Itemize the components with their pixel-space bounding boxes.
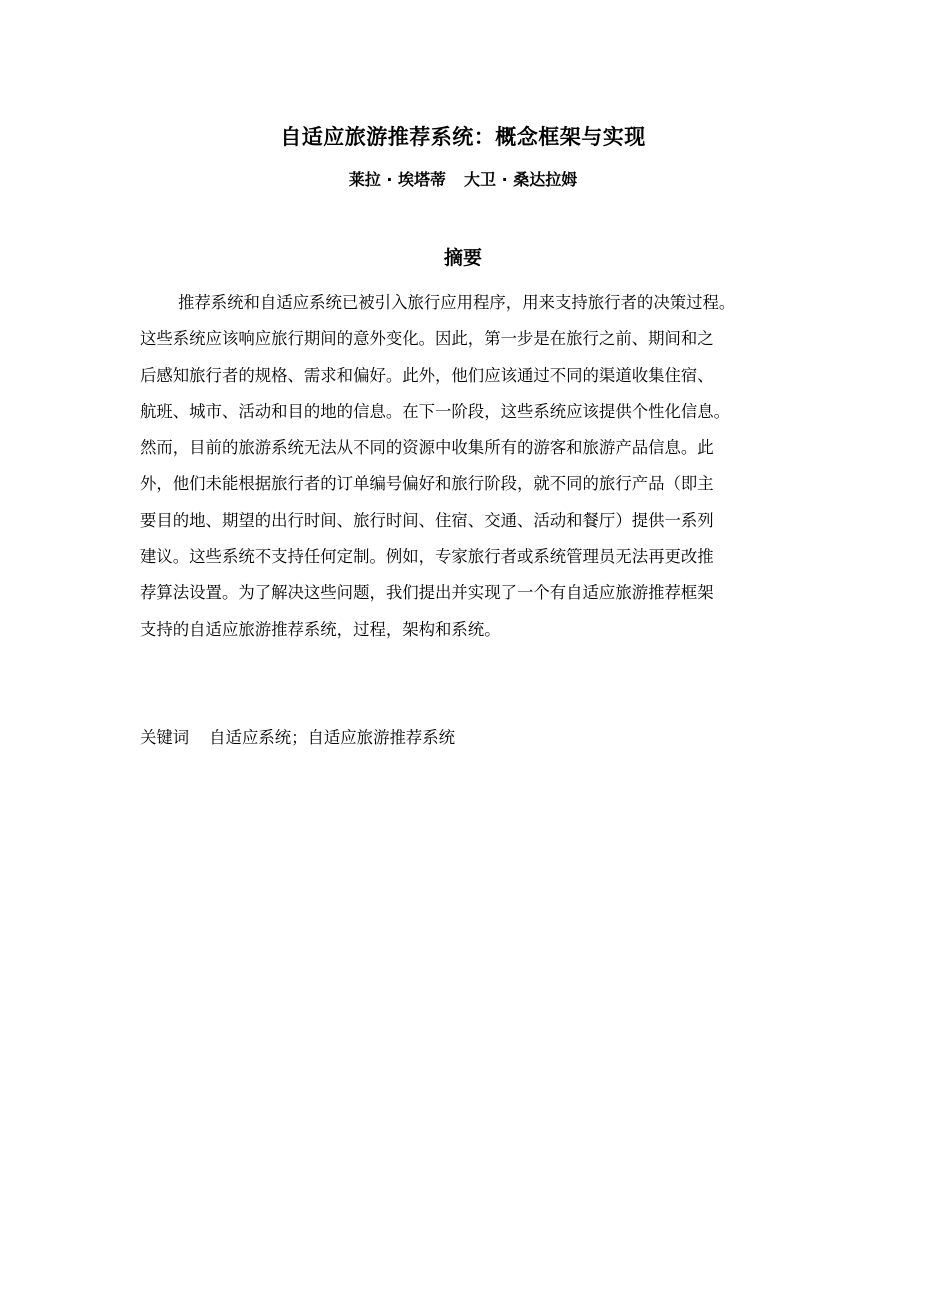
abstract-heading: 摘要 [443, 247, 482, 269]
abstract-line: 然而，目前的旅游系统无法从不同的资源中收集所有的游客和旅游产品信息。此 [140, 438, 714, 458]
keywords [140, 723, 806, 753]
abstract-body [140, 285, 806, 648]
abstract-line: 后感知旅行者的规格、需求和偏好。此外，他们应该通过不同的渠道收集住宿、 [140, 365, 714, 385]
abstract-line: 这些系统应该响应旅行期间的意外变化。因此，第一步是在旅行之前、期间和之 [140, 329, 714, 349]
abstract-line: 荐算法设置。为了解决这些问题，我们提出并实现了一个有自适应旅游推荐框架 [140, 583, 714, 603]
abstract-line: 航班、城市、活动和目的地的信息。在下一阶段，这些系统应该提供个性化信息。 [140, 401, 731, 421]
paper-title: 自适应旅游推荐系统：概念框架与实现 [280, 125, 646, 149]
abstract-line: 推荐系统和自适应系统已被引入旅行应用程序，用来支持旅行者的决策过程。 [178, 293, 736, 312]
keywords-text: 自适应系统；自适应旅游推荐系统 [209, 728, 456, 747]
abstract-line: 外，他们未能根据旅行者的订单编号偏好和旅行阶段，就不同的旅行产品（即主 [140, 474, 714, 494]
abstract-line: 要目的地、期望的出行时间、旅行时间、住宿、交通、活动和餐厅）提供一系列 [140, 510, 714, 530]
author-name: 莱拉 · 埃塔蒂 [348, 170, 446, 189]
author-name: 大卫 · 桑达拉姆 [464, 170, 578, 189]
author-list [0, 167, 926, 193]
abstract-line: 支持的自适应旅游推荐系统，过程，架构和系统。 [140, 619, 501, 639]
keywords-label: 关键词 [140, 728, 190, 747]
abstract-line: 建议。这些系统不支持任何定制。例如，专家旅行者或系统管理员无法再更改推 [140, 547, 714, 567]
